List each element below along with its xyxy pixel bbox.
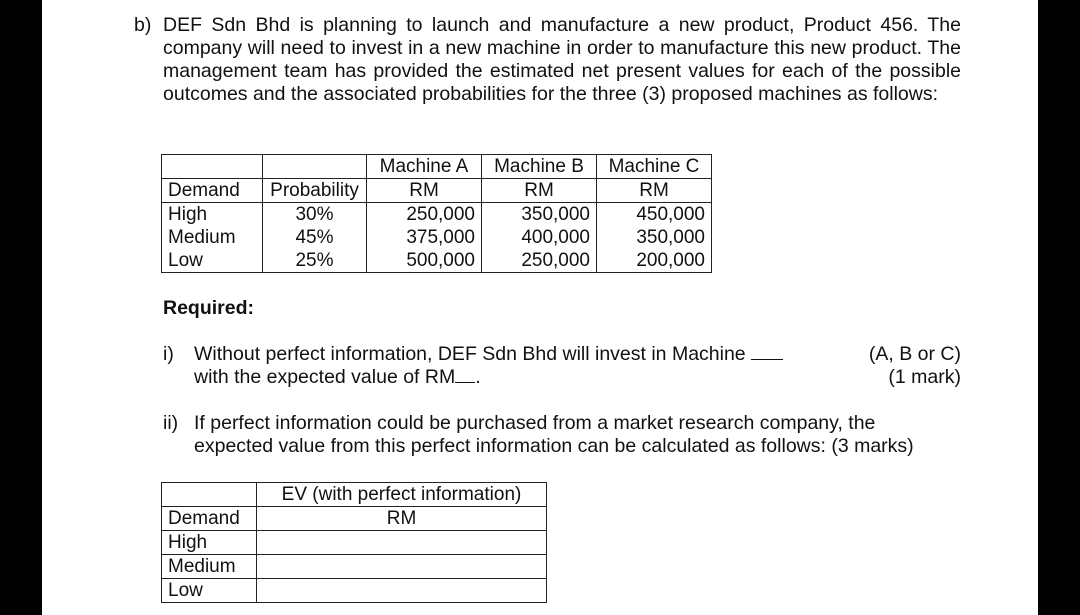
part-i-period: . [475,366,481,388]
empty-cell [162,483,257,507]
part-ii-text [194,412,961,458]
answer-cell[interactable] [257,579,547,603]
part-ii-line1: If perfect information could be purchased from a market research company, the [194,412,876,434]
part-i-line2: with the expected value of RM [194,366,456,388]
empty-cell [162,155,263,179]
unit-label: RM [257,507,547,531]
part-i [163,343,961,391]
ev-answer-blank[interactable] [455,368,475,383]
part-i-line1: Without perfect information, DEF Sdn Bhd will invest in Machine [194,343,746,365]
table-row [162,555,547,579]
unit-label: RM [597,179,712,203]
demand-cell: Low [162,249,263,273]
page-content [42,0,1038,615]
value-cell: 450,000 [597,203,712,227]
probability-header: Probability [263,179,367,203]
machine-c-header: Machine C [597,155,712,179]
table-row [162,203,712,227]
question-paragraph [134,14,961,106]
table-row [162,579,547,603]
required-heading: Required: [163,297,255,319]
table-header-row [162,483,547,507]
probability-cell: 25% [263,249,367,273]
part-ii [163,412,961,460]
probability-cell: 30% [263,203,367,227]
part-i-numeral: i) [163,343,174,365]
demand-header: Demand [162,179,263,203]
part-i-marks: (1 mark) [888,366,961,388]
unit-label: RM [367,179,482,203]
table-unit-row [162,507,547,531]
demand-cell: Low [162,579,257,603]
value-cell: 350,000 [597,226,712,249]
table-row [162,531,547,555]
part-i-text [194,343,961,389]
unit-label: RM [482,179,597,203]
table-unit-row [162,179,712,203]
value-cell: 250,000 [367,203,482,227]
question-text: DEF Sdn Bhd is planning to launch and manufacture a new product, Product 456. The company will need to invest in a new machine in order to manufacture this new product. The management team has provided the estimated net present values for each of the possible outcomes and the associated probabilities for the three (3) proposed machines as follows: [163,14,961,105]
npv-table [161,154,712,273]
part-ii-numeral: ii) [163,412,179,434]
value-cell: 375,000 [367,226,482,249]
question-label: b) [134,14,152,36]
document-page [42,0,1038,615]
demand-cell: Medium [162,555,257,579]
machine-a-header: Machine A [367,155,482,179]
value-cell: 200,000 [597,249,712,273]
table-row [162,226,712,249]
answer-cell[interactable] [257,555,547,579]
probability-cell: 45% [263,226,367,249]
demand-header: Demand [162,507,257,531]
part-ii-line2: expected value from this perfect information can be calculated as follows: (3 marks) [194,435,914,457]
demand-cell: High [162,531,257,555]
value-cell: 400,000 [482,226,597,249]
ev-perfect-info-table [161,482,547,603]
demand-cell: Medium [162,226,263,249]
demand-cell: High [162,203,263,227]
part-i-options: (A, B or C) [868,343,961,365]
table-header-row [162,155,712,179]
empty-cell [263,155,367,179]
ev-header: EV (with perfect information) [257,483,547,507]
value-cell: 500,000 [367,249,482,273]
machine-b-header: Machine B [482,155,597,179]
table-row [162,249,712,273]
answer-cell[interactable] [257,531,547,555]
machine-answer-blank[interactable] [751,345,783,360]
value-cell: 250,000 [482,249,597,273]
value-cell: 350,000 [482,203,597,227]
